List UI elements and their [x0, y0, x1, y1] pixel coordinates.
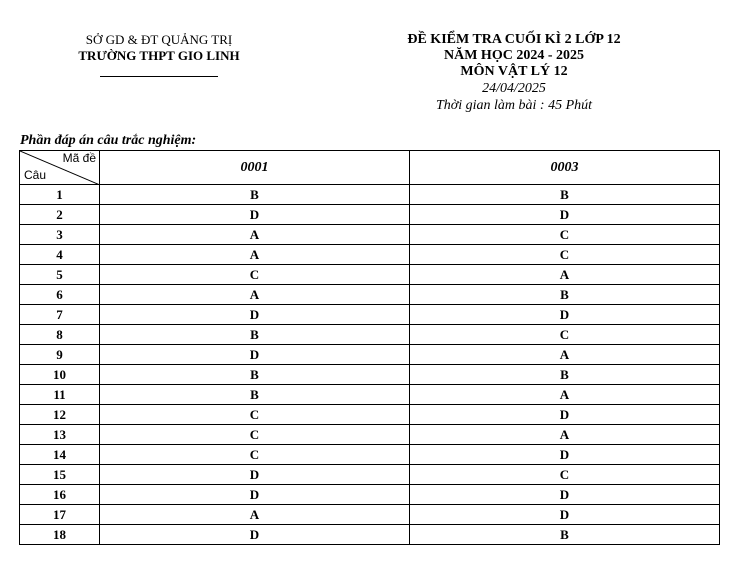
subject-name: MÔN VẬT LÝ 12: [460, 64, 568, 79]
answer-cell: C: [100, 425, 410, 445]
answer-cell: D: [410, 305, 720, 325]
answer-cell: B: [100, 325, 410, 345]
answer-cell: D: [100, 485, 410, 505]
answer-cell: C: [410, 225, 720, 245]
answer-cell: C: [100, 405, 410, 425]
table-row: [20, 525, 720, 545]
question-number-cell: 5: [20, 265, 100, 285]
header-right: [368, 32, 660, 114]
question-label: Câu: [24, 168, 47, 182]
section-title: Phần đáp án câu trắc nghiệm:: [20, 133, 197, 148]
answer-cell: B: [410, 285, 720, 305]
table-row: [20, 485, 720, 505]
table-row: [20, 225, 720, 245]
answer-cell: C: [410, 465, 720, 485]
answer-cell: D: [410, 445, 720, 465]
table-row: [20, 385, 720, 405]
answer-cell: B: [100, 185, 410, 205]
question-number-cell: 18: [20, 525, 100, 545]
school-name: TRƯỜNG THPT GIO LINH: [78, 48, 240, 63]
exam-code-label: Mã đề: [62, 151, 96, 165]
question-number-cell: 13: [20, 425, 100, 445]
question-number-cell: 14: [20, 445, 100, 465]
table-row: [20, 345, 720, 365]
question-number-cell: 17: [20, 505, 100, 525]
question-number-cell: 9: [20, 345, 100, 365]
answer-cell: D: [410, 205, 720, 225]
table-row: [20, 325, 720, 345]
corner-header-cell: [20, 151, 100, 185]
table-row: [20, 205, 720, 225]
answer-cell: A: [410, 265, 720, 285]
table-row: [20, 365, 720, 385]
question-number-cell: 11: [20, 385, 100, 405]
table-row: [20, 405, 720, 425]
answer-cell: C: [100, 445, 410, 465]
answer-cell: A: [410, 385, 720, 405]
answer-cell: D: [100, 305, 410, 325]
exam-date: 24/04/2025: [482, 81, 546, 96]
question-number-cell: 4: [20, 245, 100, 265]
answer-cell: A: [100, 505, 410, 525]
exam-title: ĐỀ KIỂM TRA CUỐI KÌ 2 LỚP 12: [407, 32, 621, 47]
question-number-cell: 6: [20, 285, 100, 305]
exam-code-header: 0001: [100, 151, 410, 185]
answer-cell: B: [410, 365, 720, 385]
answer-table-body: [20, 185, 720, 545]
question-number-cell: 10: [20, 365, 100, 385]
answer-cell: D: [410, 485, 720, 505]
answer-table: [19, 150, 720, 545]
table-row: [20, 465, 720, 485]
table-row: [20, 305, 720, 325]
header-divider: [100, 76, 218, 77]
answer-cell: D: [410, 405, 720, 425]
answer-cell: B: [100, 385, 410, 405]
department-name: SỞ GD & ĐT QUẢNG TRỊ: [85, 32, 233, 47]
header-left: [40, 32, 278, 77]
answer-cell: C: [410, 245, 720, 265]
question-number-cell: 3: [20, 225, 100, 245]
answer-cell: A: [410, 345, 720, 365]
answer-cell: C: [100, 265, 410, 285]
answer-cell: B: [410, 525, 720, 545]
answer-cell: D: [100, 525, 410, 545]
answer-cell: A: [410, 425, 720, 445]
question-number-cell: 12: [20, 405, 100, 425]
table-row: [20, 285, 720, 305]
answer-cell: D: [100, 345, 410, 365]
exam-duration: Thời gian làm bài : 45 Phút: [435, 98, 593, 113]
question-number-cell: 1: [20, 185, 100, 205]
table-row: [20, 445, 720, 465]
answer-cell: D: [100, 205, 410, 225]
question-number-cell: 7: [20, 305, 100, 325]
answer-cell: A: [100, 245, 410, 265]
table-row: [20, 265, 720, 285]
answer-cell: D: [410, 505, 720, 525]
question-number-cell: 2: [20, 205, 100, 225]
table-row: [20, 425, 720, 445]
table-row: [20, 245, 720, 265]
question-number-cell: 15: [20, 465, 100, 485]
table-row: [20, 185, 720, 205]
question-number-cell: 8: [20, 325, 100, 345]
table-row: [20, 505, 720, 525]
exam-code-header: 0003: [410, 151, 720, 185]
school-year: NĂM HỌC 2024 - 2025: [444, 48, 584, 63]
answer-cell: B: [410, 185, 720, 205]
answer-cell: D: [100, 465, 410, 485]
table-header-row: [20, 151, 720, 185]
answer-cell: B: [100, 365, 410, 385]
answer-cell: C: [410, 325, 720, 345]
answer-cell: A: [100, 285, 410, 305]
question-number-cell: 16: [20, 485, 100, 505]
answer-cell: A: [100, 225, 410, 245]
